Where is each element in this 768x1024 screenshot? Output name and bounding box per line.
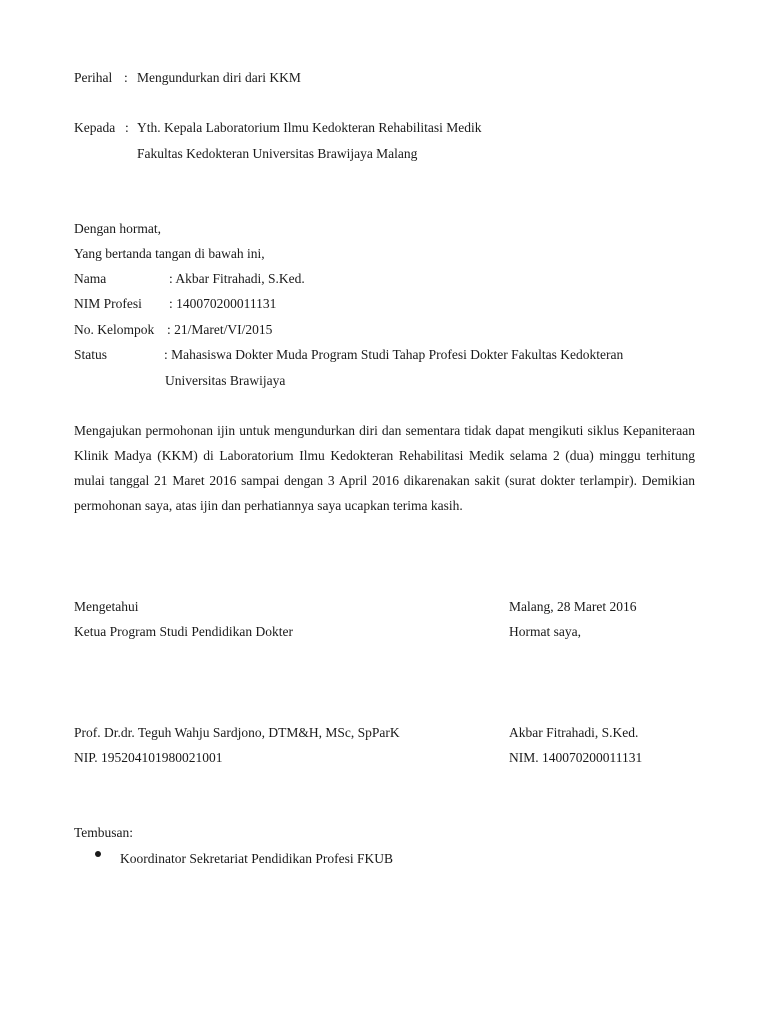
intro-text: Yang bertanda tangan di bawah ini, — [74, 246, 265, 261]
tembusan-label: Tembusan: — [74, 825, 134, 840]
nim-label: NIM Profesi — [74, 296, 142, 311]
perihal-value: Mengundurkan diri dari KKM — [137, 70, 301, 85]
salutation: Dengan hormat, — [74, 221, 161, 236]
kepada-line-1: Yth. Kepala Laboratorium Ilmu Kedokteran Rehabilitasi Medik — [137, 120, 482, 135]
kepada-line-2: Fakultas Kedokteran Universitas Brawijaya Malang — [137, 146, 418, 161]
perihal-colon: : — [124, 70, 128, 85]
tembusan-item: Koordinator Sekretariat Pendidikan Profesi FKUB — [120, 851, 393, 866]
sig-right-id: NIM. 140070200011131 — [509, 750, 643, 765]
nim-value: : 140070200011131 — [169, 296, 277, 311]
sig-right-name: Akbar Fitrahadi, S.Ked. — [509, 725, 639, 740]
body-paragraph: Mengajukan permohonan ijin untuk mengundurkan diri dan sementara tidak dapat mengikuti siklus Kepaniteraan Klinik Madya (KKM) di Laboratorium Ilmu Kedokteran Rehabilitasi Medik selama 2 (dua) minggu terhitung mulai tanggal 21 Maret 2016 sampai dengan 3 April 2016 dikarenakan sakit (surat dokter terlampir). Demikian permohonan saya, atas ijin dan perhatiannya saya ucapkan terima kasih. — [74, 423, 695, 513]
bullet-icon — [95, 851, 101, 857]
kelompok-value: : 21/Maret/VI/2015 — [167, 322, 273, 337]
nama-label: Nama — [74, 271, 107, 286]
sig-right-line-1: Malang, 28 Maret 2016 — [509, 599, 637, 614]
sig-left-id: NIP. 195204101980021001 — [74, 750, 223, 765]
kepada-colon: : — [125, 120, 129, 135]
kelompok-label: No. Kelompok — [74, 322, 155, 337]
sig-right-line-2: Hormat saya, — [509, 624, 581, 639]
sig-left-name: Prof. Dr.dr. Teguh Wahju Sardjono, DTM&H, MSc, SpParK — [74, 725, 400, 740]
status-value: : Mahasiswa Dokter Muda Program Studi Tahap Profesi Dokter Fakultas Kedokteran — [164, 347, 624, 362]
status-label: Status — [74, 347, 108, 362]
sig-left-line-2: Ketua Program Studi Pendidikan Dokter — [74, 624, 293, 639]
status-value-continued: Universitas Brawijaya — [165, 373, 286, 388]
kepada-label: Kepada — [74, 120, 116, 135]
sig-left-line-1: Mengetahui — [74, 599, 139, 614]
perihal-label: Perihal — [74, 70, 113, 85]
nama-value: : Akbar Fitrahadi, S.Ked. — [169, 271, 305, 286]
perihal-row — [74, 69, 112, 87]
